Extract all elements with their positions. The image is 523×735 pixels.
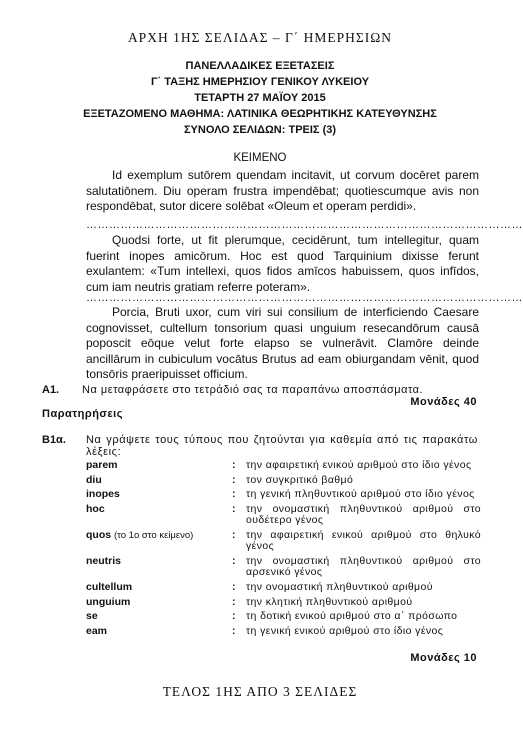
task-a1 <box>42 384 477 396</box>
form-requirement: την κλητική πληθυντικού αριθμού <box>246 595 413 608</box>
task-a1-marks: Μονάδες 40 <box>410 396 477 408</box>
latin-word: hoc <box>86 502 105 515</box>
word-form-row <box>86 582 481 594</box>
colon: : <box>232 554 236 567</box>
colon: : <box>232 488 236 501</box>
passage-2: Quodsi forte, ut fit plerumque, cecidērunt, tum intellegitur, quam fuerint inopes amicōrum. Hoc est quod Tarquinium dixisse ferunt exulantem: «Tum intellexi, quos fidos amīcos habuissem, quos infīdos, cum iam neutris gratiam referre poteram». <box>86 233 479 294</box>
exam-header-line-1: ΠΑΝΕΛΛΑΔΙΚΕΣ ΕΞΕΤΑΣΕΙΣ <box>185 60 335 72</box>
form-requirement: τον συγκριτικό βαθμό <box>246 473 354 486</box>
word-form-row <box>86 611 481 623</box>
notes-label: Παρατηρήσεις <box>42 408 123 420</box>
latin-word: diu <box>86 473 102 486</box>
word-note: (το 1ο στο κείμενο) <box>114 529 194 541</box>
word-form-row <box>86 556 481 579</box>
latin-word: inopes <box>86 488 120 501</box>
colon: : <box>232 502 236 515</box>
exam-header-line-5: ΣΥΝΟΛΟ ΣΕΛΙΔΩΝ: ΤΡΕΙΣ (3) <box>183 124 337 136</box>
word-form-row <box>86 460 481 472</box>
latin-word: neutris <box>86 554 122 567</box>
exam-header-line-4: ΕΞΕΤΑΖΟΜΕΝΟ ΜΑΘΗΜΑ: ΛΑΤΙΝΙΚΑ ΘΕΩΡΗΤΙΚΗΣ ΚΑΤΕΥΘΥΝΣΗΣ <box>83 108 437 120</box>
form-requirement: την αφαιρετική ενικού αριθμού στο ίδιο γένος <box>246 459 472 471</box>
latin-word: cultellum <box>86 581 133 594</box>
text-section-title: ΚΕΙΜΕΝΟ <box>233 152 287 164</box>
latin-word: parem <box>86 459 118 471</box>
dotted-separator: …………………………………………………………………………………………………… <box>86 292 523 304</box>
form-requirement: την ονομαστική πληθυντικού αριθμού στο αρσενικό γένος <box>246 554 481 579</box>
task-a1-number: Α1. <box>42 384 60 396</box>
latin-word: eam <box>86 624 108 637</box>
exam-header <box>0 58 520 138</box>
exam-header-line-2: Γ΄ ΤΑΞΗΣ ΗΜΕΡΗΣΙΟΥ ΓΕΝΙΚΟΥ ΛΥΚΕΙΟΥ <box>150 76 370 88</box>
colon: : <box>232 459 236 471</box>
colon: : <box>232 528 236 541</box>
task-b1-marks: Μονάδες 10 <box>410 652 477 664</box>
colon: : <box>232 610 236 623</box>
colon: : <box>232 473 236 486</box>
page-footer-running: ΤΕΛΟΣ 1ΗΣ ΑΠΟ 3 ΣΕΛΙΔΕΣ <box>162 684 358 699</box>
colon: : <box>232 595 236 608</box>
colon: : <box>232 581 236 594</box>
latin-word: unguium <box>86 595 131 608</box>
word-forms-list <box>86 460 481 640</box>
form-requirement: τη γενική πληθυντικού αριθμού στο ίδιο γένος <box>246 488 475 501</box>
colon: : <box>232 624 236 637</box>
dotted-separator: …………………………………………………………………………………………………… <box>86 219 523 231</box>
latin-word: se <box>86 610 98 623</box>
form-requirement: την ονομαστική πληθυντικού αριθμού <box>246 581 433 594</box>
passage-3: Porcia, Bruti uxor, cum viri sui consilium de interficiendo Caesare cognovisset, cultellum tonsorium quasi unguium resecandōrum causā poposcit eōque velut forte elapso se vulnerāvit. Clamōre deinde ancillārum in cubiculum vocātus Brutus ad eam obiurgandam vēnit, quod tonsōris praeripuisset officium. <box>86 305 479 381</box>
form-requirement: την αφαιρετική ενικού αριθμού στο θηλυκό γένος <box>246 528 481 553</box>
form-requirement: τη δοτική ενικού αριθμού στο α΄ πρόσωπο <box>246 610 458 623</box>
word-form-row <box>86 597 481 609</box>
task-b1-text: Να γράψετε τους τύπους που ζητούνται για καθεμία από τις παρακάτω λέξεις: <box>86 434 478 458</box>
latin-word: quos <box>86 528 112 541</box>
word-form-row <box>86 475 481 487</box>
exam-header-line-3: ΤΕΤΑΡΤΗ 27 ΜΑΪΟΥ 2015 <box>194 92 326 104</box>
form-requirement: την ονομαστική πληθυντικού αριθμού στο ουδέτερο γένος <box>246 502 481 527</box>
task-b1-number: Β1α. <box>42 434 66 446</box>
word-form-row <box>86 489 481 501</box>
task-a1-text: Να μεταφράσετε στο τετράδιό σας τα παραπάνω αποσπάσματα. <box>82 384 424 396</box>
word-form-row <box>86 626 481 638</box>
passage-1: Id exemplum sutōrem quendam incitavit, ut corvum docēret parem salutatiōnem. Diu operam frustra impendēbat; quotiescumque avis non respondēbat, sutor dicere solēbat «Oleum et operam perdidi». <box>86 168 479 213</box>
page-header-running: ΑΡΧΗ 1ΗΣ ΣΕΛΙΔΑΣ – Γ΄ ΗΜΕΡΗΣΙΩΝ <box>127 30 393 45</box>
word-form-row <box>86 504 481 527</box>
word-form-row <box>86 530 481 553</box>
form-requirement: τη γενική ενικού αριθμού στο ίδιο γένος <box>246 624 444 637</box>
